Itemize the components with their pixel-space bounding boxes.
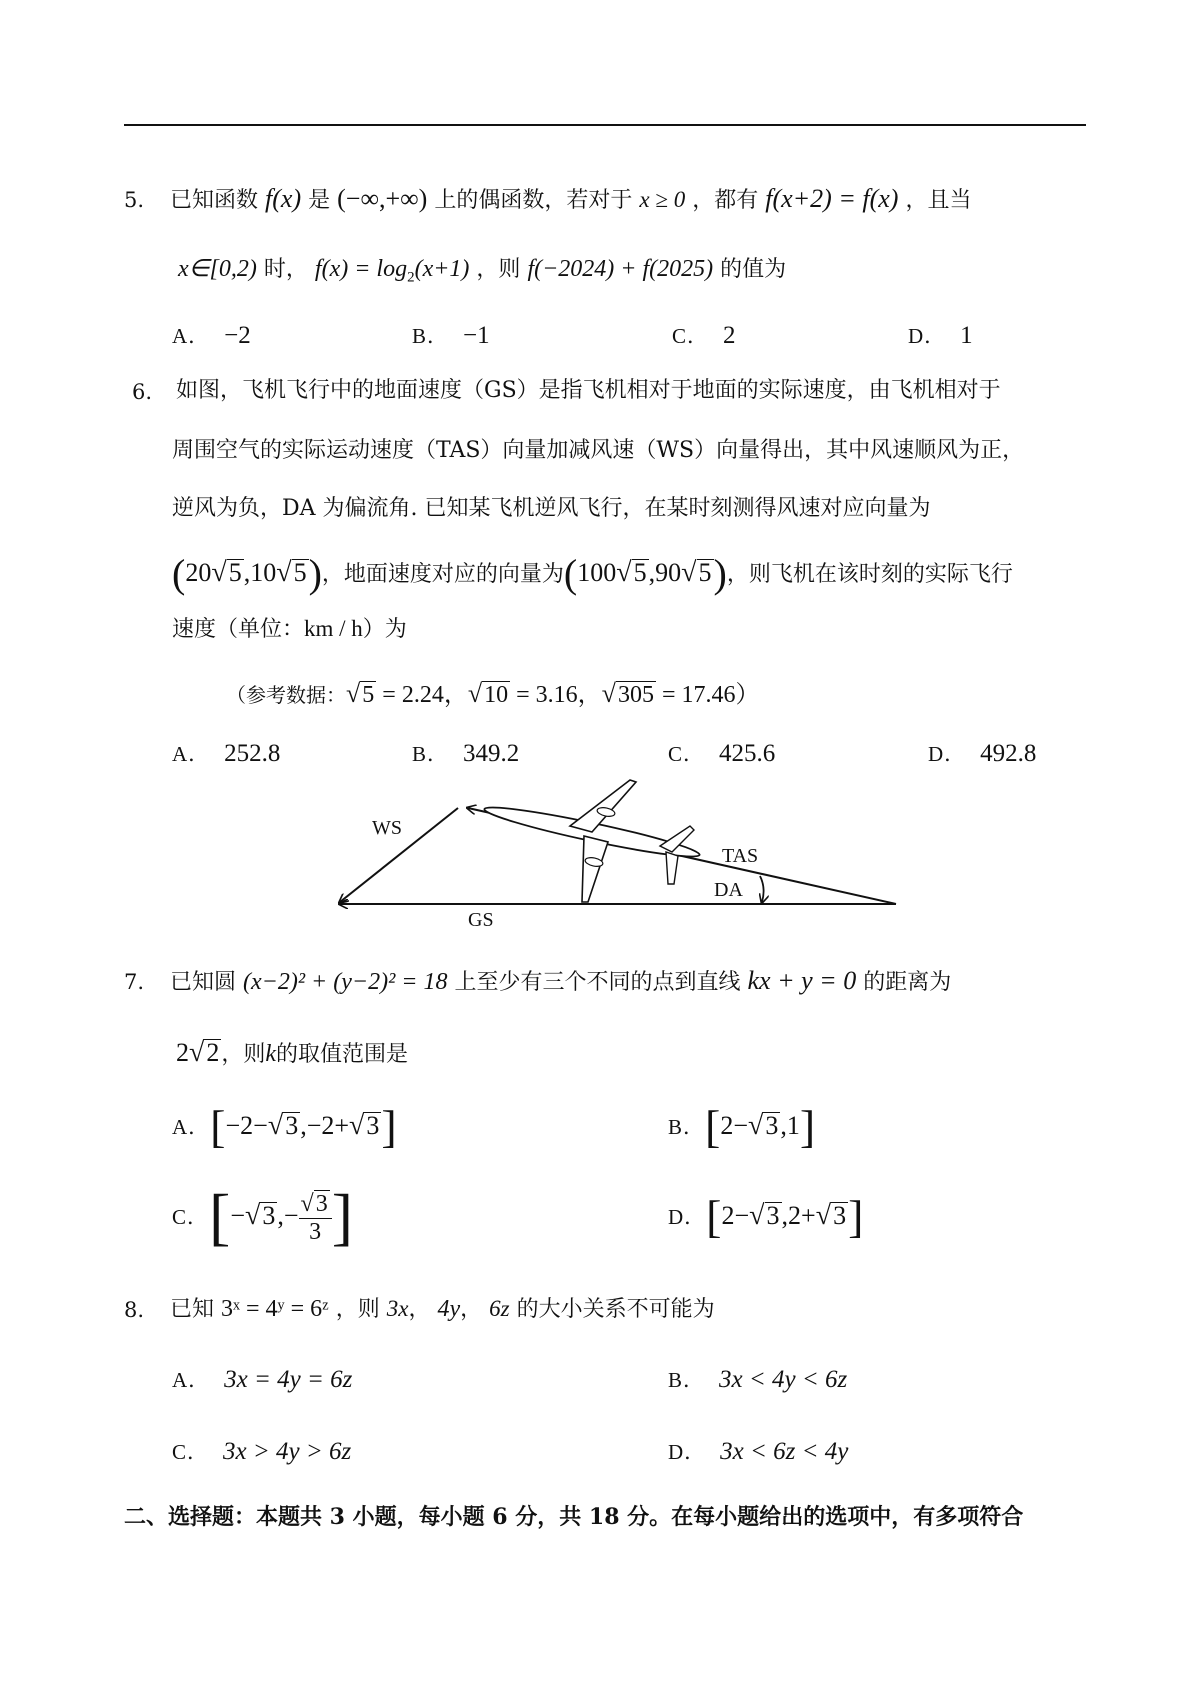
option-value: 1 bbox=[960, 322, 973, 349]
q7-line-equation: kx + y = 0 bbox=[747, 966, 857, 995]
option-fraction: $\frac{√3}{3}$ bbox=[299, 1190, 332, 1246]
option-label: D． bbox=[668, 1205, 707, 1229]
q6-ref-value-1: = 2.24， bbox=[376, 682, 468, 708]
q7-text: 的取值范围是 bbox=[276, 1042, 409, 1067]
q6-reference-data: （参考数据：√5 = 2.24，√10 = 3.16，√305 = 17.46） bbox=[226, 679, 760, 708]
q6-option-c[interactable] bbox=[668, 738, 775, 768]
option-value: 252.8 bbox=[224, 740, 281, 767]
question-7-line-2: 2√2，则k的取值范围是 bbox=[176, 1037, 409, 1068]
q5-log-base: 2 bbox=[407, 269, 415, 286]
option-value: 425.6 bbox=[719, 740, 776, 767]
q6-unit: km / h bbox=[304, 616, 363, 641]
q6-option-d[interactable] bbox=[928, 738, 1036, 768]
da-label: DA bbox=[714, 879, 743, 901]
q5-text: 已知函数 bbox=[170, 188, 259, 213]
question-5-number: 5. bbox=[124, 188, 145, 212]
q5-text: ，都有 bbox=[692, 188, 759, 213]
option-value: 3x < 4y < 6z bbox=[719, 1366, 848, 1393]
q8-term-6z: 6z bbox=[489, 1296, 510, 1321]
q5-text: 时， bbox=[263, 257, 308, 282]
q6-gs-x-coef: 100 bbox=[577, 558, 617, 587]
fraction-numerator: 3 bbox=[315, 1191, 328, 1217]
q6-ref-label: （参考数据： bbox=[226, 683, 346, 707]
option-part: ,2+ bbox=[781, 1201, 816, 1230]
option-part: ,− bbox=[277, 1201, 299, 1230]
q6-option-a[interactable] bbox=[172, 738, 280, 768]
q6-text: 速度（单位： bbox=[172, 617, 305, 642]
option-label: C． bbox=[672, 324, 710, 348]
q5-text: 是 bbox=[308, 188, 331, 213]
question-8-number: 8. bbox=[124, 1298, 145, 1322]
q5-text: 的值为 bbox=[720, 257, 787, 282]
q7-k: k bbox=[265, 1041, 277, 1067]
option-value: 3x > 4y > 6z bbox=[223, 1438, 352, 1465]
q6-gs-x-radicand: 5 bbox=[633, 558, 647, 587]
option-label: D． bbox=[668, 1440, 707, 1464]
option-value: 2 bbox=[723, 322, 736, 349]
q5-option-b[interactable] bbox=[412, 320, 490, 350]
q7-option-c[interactable]: C．[−√3,− $\frac{√3}{3}$ ] bbox=[172, 1181, 354, 1252]
option-radicand: 3 bbox=[262, 1201, 276, 1230]
q8-option-c[interactable] bbox=[172, 1436, 351, 1466]
da-angle-arc bbox=[760, 876, 764, 902]
q5-log-arg: (x+1) bbox=[414, 256, 470, 282]
question-6-line-1: 如图，飞机飞行中的地面速度（GS）是指飞机相对于地面的实际速度，由飞机相对于 bbox=[176, 378, 1001, 403]
ws-label: WS bbox=[372, 817, 402, 839]
q5-function-def: f(x) = log bbox=[314, 256, 408, 282]
question-6-line-2: 周围空气的实际运动速度（TAS）向量加减风速（WS）向量得出，其中风速顺风为正， bbox=[172, 438, 1025, 463]
option-label: C． bbox=[668, 742, 706, 766]
q7-distance-radicand: 2 bbox=[206, 1038, 220, 1067]
q7-text: ，则 bbox=[221, 1042, 266, 1067]
q6-gs-y-coef: ,90 bbox=[648, 558, 682, 587]
paren-close: ) bbox=[713, 551, 727, 596]
option-part: ,1 bbox=[780, 1111, 800, 1140]
airplane-icon bbox=[483, 780, 702, 902]
q8-term-4y: 4y bbox=[437, 1296, 461, 1322]
option-part: −2− bbox=[225, 1111, 268, 1140]
q7-text: 上至少有三个不同的点到直线 bbox=[454, 970, 741, 995]
airplane-vector-figure bbox=[330, 776, 910, 936]
q6-ref-radicand-2: 10 bbox=[484, 682, 509, 708]
q5-option-c[interactable] bbox=[672, 320, 736, 350]
q8-separator: ， bbox=[460, 1297, 483, 1322]
question-5-line-2 bbox=[178, 254, 786, 292]
option-part: 2− bbox=[721, 1201, 750, 1230]
q7-text: 的距离为 bbox=[863, 970, 952, 995]
question-6-line-4: (20√5,10√5)，地面速度对应的向量为(100√5,90√5)，则飞机在该时刻的实际飞行 bbox=[172, 551, 1013, 596]
option-label: A． bbox=[172, 324, 211, 348]
option-radicand: 3 bbox=[765, 1111, 779, 1140]
q6-ref-value-3: = 17.46） bbox=[655, 682, 760, 708]
option-value: 492.8 bbox=[980, 740, 1037, 767]
q7-option-b[interactable]: B．[2−√3,1] bbox=[668, 1101, 816, 1152]
q8-text: 已知 bbox=[170, 1297, 215, 1322]
option-part: 2− bbox=[720, 1111, 749, 1140]
q7-text: 已知圆 bbox=[170, 970, 237, 995]
q6-ref-radicand-3: 305 bbox=[617, 682, 654, 708]
q8-separator: ， bbox=[408, 1297, 431, 1322]
q5-domain: (−∞,+∞) bbox=[337, 184, 428, 213]
option-label: D． bbox=[908, 324, 947, 348]
option-label: C． bbox=[172, 1205, 210, 1229]
option-part: ,−2+ bbox=[300, 1111, 350, 1140]
option-value: −1 bbox=[463, 322, 490, 349]
option-radicand: 3 bbox=[766, 1201, 780, 1230]
q6-gs-y-radicand: 5 bbox=[698, 558, 712, 587]
q5-text: ，则 bbox=[476, 257, 521, 282]
question-6-line-3: 逆风为负，DA 为偏流角. 已知某飞机逆风飞行，在某时刻测得风速对应向量为 bbox=[172, 496, 931, 521]
q8-option-a[interactable] bbox=[172, 1364, 352, 1394]
option-label: D． bbox=[928, 742, 967, 766]
q8-option-b[interactable] bbox=[668, 1364, 847, 1394]
option-radicand: 3 bbox=[366, 1111, 380, 1140]
q6-text: ）为 bbox=[362, 617, 407, 642]
paren-close: ) bbox=[308, 551, 322, 596]
option-label: A． bbox=[172, 1115, 211, 1139]
q5-text: ，且当 bbox=[905, 188, 972, 213]
q8-equation: 3ˣ = 4ʸ = 6ᶻ bbox=[221, 1296, 329, 1322]
option-value: 3x = 4y = 6z bbox=[224, 1366, 353, 1393]
q6-wind-x-radicand: 5 bbox=[228, 558, 242, 587]
q5-condition: x ≥ 0 bbox=[639, 187, 686, 212]
option-label: A． bbox=[172, 1368, 211, 1392]
question-6-line-5 bbox=[172, 614, 407, 645]
paren-open: ( bbox=[172, 551, 186, 596]
q5-periodic-equation: f(x+2) = f(x) bbox=[765, 184, 899, 213]
q5-fx: f(x) bbox=[265, 184, 302, 213]
option-label: B． bbox=[668, 1115, 706, 1139]
option-radicand: 3 bbox=[285, 1111, 299, 1140]
q6-text: ，则飞机在该时刻的实际飞行 bbox=[726, 562, 1013, 587]
q7-option-d[interactable]: D．[2−√3,2+√3] bbox=[668, 1191, 864, 1242]
option-label: B． bbox=[668, 1368, 706, 1392]
question-6-number: 6. bbox=[132, 380, 153, 404]
q8-option-d[interactable] bbox=[668, 1436, 848, 1466]
q6-option-b[interactable] bbox=[412, 738, 519, 768]
option-value: −2 bbox=[224, 322, 251, 349]
q8-term-3x: 3x bbox=[386, 1296, 409, 1321]
question-7-number: 7. bbox=[124, 970, 145, 994]
q5-option-a[interactable] bbox=[172, 320, 251, 350]
option-label: C． bbox=[172, 1440, 210, 1464]
fraction-denominator: 3 bbox=[309, 1219, 322, 1245]
option-value: 349.2 bbox=[463, 740, 520, 767]
option-radicand: 3 bbox=[833, 1201, 847, 1230]
paren-open: ( bbox=[563, 551, 578, 596]
option-label: B． bbox=[412, 324, 450, 348]
q7-circle-equation: (x−2)² + (y−2)² = 18 bbox=[243, 969, 448, 995]
q7-option-a[interactable]: A．[−2−√3,−2+√3] bbox=[172, 1101, 397, 1152]
option-label: A． bbox=[172, 742, 211, 766]
q7-distance-coef: 2 bbox=[176, 1038, 189, 1067]
q6-wind-x-coef: 20 bbox=[185, 558, 212, 587]
q8-text: ，则 bbox=[335, 1297, 380, 1322]
question-8-line-1 bbox=[170, 1294, 715, 1325]
q5-interval: x∈[0,2) bbox=[178, 256, 257, 282]
question-5-line-1 bbox=[170, 184, 971, 216]
q8-text: 的大小关系不可能为 bbox=[516, 1297, 715, 1322]
question-7-line-1 bbox=[170, 966, 951, 998]
q6-text: ，地面速度对应的向量为 bbox=[321, 562, 564, 587]
q5-text: 上的偶函数，若对于 bbox=[434, 188, 633, 213]
q6-ref-radicand-1: 5 bbox=[362, 682, 375, 708]
option-part: − bbox=[230, 1201, 245, 1230]
gs-label: GS bbox=[468, 909, 494, 931]
top-rule bbox=[124, 124, 1086, 126]
q5-expression: f(−2024) + f(2025) bbox=[527, 256, 714, 282]
option-value: 3x < 6z < 4y bbox=[720, 1438, 849, 1465]
q6-ref-value-2: = 3.16， bbox=[510, 682, 602, 708]
q5-option-d[interactable] bbox=[908, 320, 973, 350]
q6-wind-y-radicand: 5 bbox=[293, 558, 307, 587]
option-label: B． bbox=[412, 742, 450, 766]
tas-label: TAS bbox=[722, 845, 759, 867]
q6-wind-y-coef: ,10 bbox=[243, 558, 277, 587]
section-2-heading: 二、选择题：本题共 3 小题，每小题 6 分，共 18 分。在每小题给出的选项中，有多项符合 bbox=[124, 1504, 1024, 1530]
